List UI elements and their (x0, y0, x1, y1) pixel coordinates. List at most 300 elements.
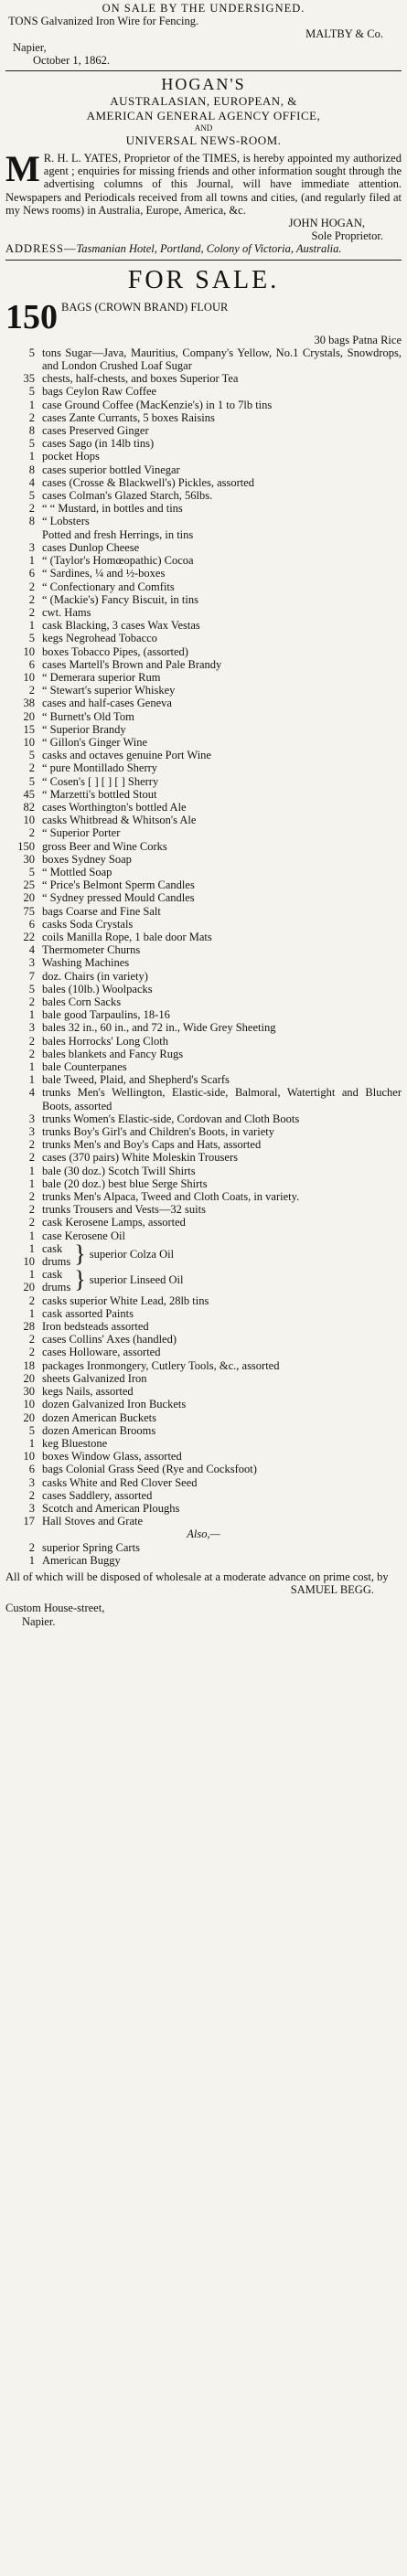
item-qty: 1 (28, 554, 35, 568)
list-item (5, 1294, 402, 1307)
item-desc: bags Colonial Grass Seed (Rye and Cocksfoot) (42, 1463, 257, 1476)
item-desc: “ Cosen's [ ] [ ] [ ] Sherry (42, 774, 159, 788)
item-desc: tons Sugar—Java, Mauritius, Company's Yellow, No.1 Crystals, Snowdrops, and London Crushed Loaf Sugar (42, 346, 402, 373)
list-item (5, 995, 402, 1008)
list-item (5, 1541, 402, 1554)
list-item (5, 1554, 402, 1567)
item-qty: 6 (28, 917, 35, 931)
item-desc: bale good Tarpaulins, 18-16 (42, 1008, 170, 1022)
list-item (5, 1372, 402, 1385)
item-qty: 38 (23, 697, 35, 710)
item-qty: 2 (28, 1333, 35, 1347)
list-item (5, 567, 402, 580)
item-desc: “ pure Montillado Sherry (42, 761, 158, 775)
also-line: Also,— (187, 1528, 220, 1541)
list-item (5, 541, 402, 554)
item-desc: cases (Crosse & Blackwell's) Pickles, assorted (42, 475, 255, 489)
item-qty: 4 (28, 943, 35, 957)
item-qty: 3 (28, 1501, 35, 1515)
item-qty: 1 (28, 1229, 35, 1242)
list-item (5, 1333, 402, 1346)
item-desc: trunks Men's and Boy's Caps and Hats, assorted (42, 1138, 262, 1152)
item-qty: 6 (28, 567, 35, 580)
item-desc: case Kerosene Oil (42, 1229, 125, 1242)
list-item (5, 1411, 402, 1424)
notice-hogan (5, 74, 402, 256)
item-qty: 1 (28, 1306, 35, 1320)
notice-subtitle: AMERICAN GENERAL AGENCY OFFICE, (86, 109, 321, 123)
item-qty: 5 (28, 982, 35, 995)
list-item (5, 891, 402, 904)
item-desc: bale (30 doz.) Scotch Twill Shirts (42, 1164, 196, 1177)
item-desc: trunks Trousers and Vests—32 suits (42, 1203, 206, 1217)
list-item (5, 1385, 402, 1398)
item-qty: 3 (28, 1021, 35, 1035)
item-qty: 2 (28, 1346, 35, 1359)
list-item (5, 424, 402, 437)
item-qty: 2 (28, 1034, 35, 1048)
item-desc: “ “ Mustard, in bottles and tins (42, 502, 183, 516)
list-item (5, 515, 402, 527)
item-desc: BAGS (CROWN BRAND) FLOUR (61, 300, 229, 314)
item-qty: 8 (28, 424, 35, 438)
item-desc: “ (Taylor's Homœopathic) Cocoa (42, 554, 194, 568)
item-qty: 1 (28, 398, 35, 411)
item-desc: bales 32 in., 60 in., and 72 in., Wide Grey Sheeting (42, 1021, 276, 1035)
list-item (5, 1112, 402, 1125)
closing-text: All of which will be disposed of wholesale at a moderate advance on prime cost, by (5, 1570, 389, 1583)
list-item (5, 619, 402, 632)
list-item (5, 1086, 402, 1112)
list-item (5, 826, 402, 839)
list-item (5, 502, 402, 515)
item-qty: 2 (28, 605, 35, 619)
item-qty: 10 (23, 1450, 35, 1464)
list-item (5, 866, 402, 878)
item-qty: 6 (28, 1463, 35, 1476)
notice-place: Napier, (13, 40, 47, 54)
item-desc: “ Sardines, ¼ and ½-boxes (42, 567, 166, 580)
item-desc: trunks Boy's Girl's and Children's Boots, in variety (42, 1125, 274, 1139)
signer-address: Napier. (22, 1614, 56, 1628)
list-item (5, 411, 402, 424)
item-qty: 25 (23, 878, 35, 892)
list-item: 1 10 cask drums } superior Colza Oil (23, 1240, 175, 1269)
item-qty: 2 (28, 1203, 35, 1217)
item-desc: “ Mottled Soap (42, 865, 112, 878)
item-qty: 2 (28, 761, 35, 775)
item-desc: Scotch and American Ploughs (42, 1501, 180, 1515)
notice-subtitle: AUSTRALASIAN, EUROPEAN, & (110, 94, 297, 109)
item-qty: 7 (28, 969, 35, 983)
list-item: 1 20 cask drums } superior Linseed Oil (23, 1266, 184, 1294)
list-item (5, 554, 402, 567)
item-qty: 1 (28, 1164, 35, 1177)
item-desc: “ Stewart's superior Whiskey (42, 684, 176, 697)
item-qty: 2 (28, 410, 35, 424)
list-item (5, 684, 402, 697)
list-item (5, 905, 402, 918)
signer-address: Custom House-street, (5, 1602, 105, 1615)
notice-signer-title: Sole Proprietor. (311, 229, 383, 243)
brace-glyph: } (74, 1240, 86, 1267)
item-qty: 15 (23, 722, 35, 736)
item-desc: cask Kerosene Lamps, assorted (42, 1216, 186, 1229)
list-item (5, 723, 402, 736)
item-desc: gross Beer and Wine Corks (42, 839, 167, 853)
notice-and: AND (194, 123, 213, 133)
item-desc: cwt. Hams (42, 605, 91, 619)
list-item (5, 1190, 402, 1203)
notice-title: ON SALE BY THE UNDERSIGNED. (102, 2, 305, 15)
brace-glyph: } (74, 1266, 86, 1293)
list-item (5, 476, 402, 489)
list-item (5, 1177, 402, 1190)
list-item (5, 1502, 402, 1515)
item-desc: cases superior bottled Vinegar (42, 463, 180, 476)
item-qty: 3 (28, 1475, 35, 1489)
item-qty: 150 (5, 297, 58, 336)
item-qty: 10 (23, 814, 35, 827)
list-item (5, 1203, 402, 1216)
item-qty: 1 (28, 1008, 35, 1022)
list-item (5, 761, 402, 774)
item-qty: 1 (28, 1073, 35, 1087)
notice-for-sale (5, 266, 402, 1628)
list-item (5, 463, 402, 476)
item-qty: 5 (28, 774, 35, 788)
item-desc: “ Sydney pressed Mould Candles (42, 891, 195, 905)
list-item (5, 736, 402, 749)
item-desc: “ Demerara superior Rum (42, 670, 161, 684)
item-qty: 8 (28, 463, 35, 476)
list-item (5, 606, 402, 619)
item-qty: 1 (28, 619, 35, 633)
list-item (5, 853, 402, 866)
notice-signer: SAMUEL BEGG. (290, 1583, 374, 1597)
notice-signer: MALTBY & Co. (305, 27, 383, 41)
item-qty: 28 (23, 1320, 35, 1334)
item-qty: 10 (23, 644, 35, 658)
item-qty: 2 (28, 684, 35, 697)
item-qty: 2 (28, 1151, 35, 1165)
list-item (5, 983, 402, 995)
list-item (5, 1048, 402, 1060)
notice-date: October 1, 1862. (33, 53, 111, 67)
list-item (5, 1489, 402, 1502)
list-item (5, 1060, 402, 1073)
item-qty: 2 (28, 1190, 35, 1204)
notice-title: HOGAN'S (161, 75, 246, 94)
list-item (5, 931, 402, 943)
divider (5, 260, 402, 261)
item-desc: casks Whitbread & Whitson's Ale (42, 814, 197, 827)
item-qty: 2 (28, 826, 35, 840)
item-qty: 4 (28, 1086, 35, 1100)
item-qty: 20 (23, 891, 35, 905)
item-qty: 3 (28, 540, 35, 554)
item-qty: 5 (28, 385, 35, 399)
list-item (5, 1073, 402, 1086)
list-item (5, 943, 402, 956)
item-desc: boxes Tobacco Pipes, (assorted) (42, 644, 188, 658)
item-desc: kegs Nails, assorted (42, 1385, 134, 1399)
item-desc: bale Counterpanes (42, 1060, 127, 1074)
item-qty: 30 (23, 1385, 35, 1399)
item-desc: cases Martell's Brown and Pale Brandy (42, 657, 222, 671)
list-item (5, 918, 402, 931)
item-desc: dozen American Brooms (42, 1423, 156, 1437)
list-item (5, 334, 402, 346)
item-desc: “ Marzetti's bottled Stout (42, 787, 157, 801)
list-item (5, 1216, 402, 1229)
list-item (5, 297, 402, 336)
item-desc: kegs Negrohead Tobacco (42, 632, 157, 645)
item-qty: 75 (23, 904, 35, 918)
item-qty: 22 (23, 930, 35, 943)
notice-line: TONS Galvanized Iron Wire for Fencing. (8, 15, 199, 28)
item-qty: 2 (28, 580, 35, 593)
item-qty: 8 (28, 515, 35, 528)
item-desc: casks superior White Lead, 28lb tins (42, 1293, 209, 1307)
item-desc: cases Preserved Ginger (42, 424, 149, 438)
item-desc: bales Horrocks' Long Cloth (42, 1034, 168, 1048)
item-desc: Iron bedsteads assorted (42, 1320, 149, 1334)
item-desc: cases Holloware, assorted (42, 1346, 161, 1359)
item-qty: 17 (23, 1515, 35, 1528)
list-item (5, 1320, 402, 1333)
item-desc: cases Saddlery, assorted (42, 1488, 153, 1502)
item-desc: Potted and fresh Herrings, in tins (42, 527, 194, 541)
item-desc: cases Sago (in 14lb tins) (42, 437, 155, 451)
list-item (5, 956, 402, 969)
list-item (5, 1398, 402, 1410)
item-list (5, 1294, 402, 1528)
list-item (5, 671, 402, 684)
list-item (5, 1346, 402, 1358)
item-desc: bale Tweed, Plaid, and Shepherd's Scarfs (42, 1073, 230, 1087)
list-item (5, 658, 402, 671)
list-item (5, 1437, 402, 1450)
item-desc: packages Ironmongery, Cutlery Tools, &c., assorted (42, 1358, 280, 1372)
item-desc: bale (20 doz.) best blue Serge Shirts (42, 1176, 208, 1190)
notice-signer: JOHN HOGAN, (288, 217, 365, 230)
item-desc: “ (Mackie's) Fancy Biscuit, in tins (42, 592, 198, 606)
item-qty: 5 (28, 489, 35, 503)
item-list (5, 1541, 402, 1567)
item-desc: Hall Stoves and Grate (42, 1515, 144, 1528)
item-qty: 150 (17, 839, 35, 853)
item-desc: Thermometer Churns (42, 943, 141, 957)
item-desc: doz. Chairs (in variety) (42, 969, 148, 983)
list-item (5, 346, 402, 372)
item-desc: “ Superior Porter (42, 826, 121, 840)
list-item (5, 1515, 402, 1528)
item-qty: 1 (28, 1436, 35, 1450)
list-item (5, 775, 402, 788)
item-qty: 35 (23, 372, 35, 386)
list-item (5, 528, 402, 541)
list-item (5, 1138, 402, 1151)
list-item (5, 1307, 402, 1320)
notice-body: M R. H. L. YATES, Proprietor of the TIMES, is hereby appointed my authorized agent ; enquiries for missing friends and other information sought through the advertising columns of this Journal, will have immediate attention. Newspapers and Periodicals received from all towns and cities, (and regularly filed at my News rooms) in Australia, Europe, America, &c. (5, 148, 402, 217)
list-item (5, 1450, 402, 1463)
item-qty (5, 528, 42, 541)
item-qty: 2 (28, 1540, 35, 1554)
item-desc: “ Price's Belmont Sperm Candles (42, 878, 195, 892)
item-desc: “ Lobsters (42, 515, 90, 528)
item-qty: 10 (23, 670, 35, 684)
item-qty: 20 (23, 709, 35, 723)
list-item (5, 645, 402, 658)
item-desc: boxes Sydney Soap (42, 852, 132, 866)
item-qty: 10 (23, 735, 35, 749)
item-desc: casks Soda Crystals (42, 917, 134, 931)
item-qty: 3 (28, 1112, 35, 1125)
item-desc: bales (10lb.) Woolpacks (42, 982, 153, 995)
item-desc: American Buggy (42, 1553, 121, 1567)
divider (5, 70, 402, 71)
item-qty: 18 (23, 1358, 35, 1372)
list-item (5, 697, 402, 709)
list-item (5, 1008, 402, 1021)
item-qty: 45 (23, 787, 35, 801)
item-qty: 2 (28, 1216, 35, 1229)
list-item (5, 1359, 402, 1372)
list-item (5, 593, 402, 606)
item-qty: 82 (23, 800, 35, 814)
item-qty: 2 (28, 502, 35, 516)
item-desc: “ Confectionary and Comfits (42, 580, 175, 593)
item-list (5, 334, 402, 1242)
item-qty: 5 (28, 865, 35, 878)
item-qty: 4 (28, 475, 35, 489)
item-desc: keg Bluestone (42, 1436, 108, 1450)
list-item (5, 372, 402, 385)
list-item (5, 749, 402, 761)
item-desc: chests, half-chests, and boxes Superior Tea (42, 372, 239, 386)
item-desc: bags Ceylon Raw Coffee (42, 385, 157, 399)
item-desc: “ Burnett's Old Tom (42, 709, 134, 723)
item-desc: dozen Galvanized Iron Buckets (42, 1398, 187, 1411)
notice-subtitle: UNIVERSAL NEWS-ROOM. (125, 133, 282, 148)
item-qty: 2 (28, 995, 35, 1008)
item-desc: boxes Window Glass, assorted (42, 1450, 182, 1464)
item-desc: bales Corn Sacks (42, 995, 122, 1008)
item-desc: sheets Galvanized Iron (42, 1371, 147, 1385)
item-desc: bales blankets and Fancy Rugs (42, 1047, 184, 1060)
item-qty: 2 (28, 592, 35, 606)
item-qty: 5 (28, 1423, 35, 1437)
item-desc: cases Worthington's bottled Ale (42, 800, 187, 814)
item-desc: cases Colman's Glazed Starch, 56lbs. (42, 489, 213, 503)
item-desc: Washing Machines (42, 956, 130, 970)
item-qty: 20 (23, 1371, 35, 1385)
list-item (5, 1229, 402, 1242)
list-item (5, 1151, 402, 1164)
item-qty: 3 (28, 956, 35, 970)
list-item (5, 437, 402, 450)
item-qty: 6 (28, 657, 35, 671)
list-item (5, 1165, 402, 1177)
item-desc: cases Dunlop Cheese (42, 540, 140, 554)
item-desc: casks White and Red Clover Seed (42, 1475, 198, 1489)
item-desc: cases and half-cases Geneva (42, 697, 172, 710)
item-desc: cask Blacking, 3 cases Wax Vestas (42, 619, 200, 633)
list-item (5, 1476, 402, 1489)
item-desc: pocket Hops (42, 450, 100, 463)
item-qty: 2 (28, 1488, 35, 1502)
item-desc: bags Coarse and Fine Salt (42, 904, 161, 918)
item-qty: 2 (28, 1138, 35, 1152)
item-desc: casks and octaves genuine Port Wine (42, 749, 211, 762)
notice-maltby (5, 2, 402, 67)
item-desc: 30 bags Patna Rice (314, 333, 402, 346)
item-desc: trunks Men's Wellington, Elastic-side, Balmoral, Watertight and Blucher Boots, assorted (42, 1086, 402, 1112)
item-desc: “ Superior Brandy (42, 722, 126, 736)
notice-title: FOR SALE. (127, 265, 280, 294)
list-item (5, 710, 402, 723)
item-qty: 1 (28, 1060, 35, 1074)
item-desc: cask assorted Paints (42, 1306, 134, 1320)
list-item (5, 1035, 402, 1048)
item-qty: 5 (28, 632, 35, 645)
item-qty: 3 (28, 1125, 35, 1139)
item-desc: dozen American Buckets (42, 1410, 156, 1424)
item-desc: “ Gillon's Ginger Wine (42, 735, 148, 749)
list-item (5, 580, 402, 593)
item-qty (5, 334, 42, 346)
list-item (5, 788, 402, 801)
item-desc: cases (370 pairs) White Moleskin Trousers (42, 1151, 238, 1165)
list-item (5, 1463, 402, 1475)
item-qty: 2 (28, 1293, 35, 1307)
item-desc: coils Manilla Rope, 1 bale door Mats (42, 930, 212, 943)
list-item (5, 878, 402, 891)
list-item (5, 632, 402, 644)
item-qty: 1 (28, 450, 35, 463)
list-item (5, 840, 402, 853)
list-item (5, 814, 402, 826)
item-qty: 10 (23, 1398, 35, 1411)
item-desc: trunks Women's Elastic-side, Cordovan and Cloth Boots (42, 1112, 300, 1125)
list-item (5, 399, 402, 411)
list-item (5, 970, 402, 983)
item-qty: 1 (28, 1553, 35, 1567)
list-item (5, 1424, 402, 1437)
list-item (5, 1125, 402, 1138)
item-qty: 1 (28, 1176, 35, 1190)
item-qty: 2 (28, 1047, 35, 1060)
item-desc: cases Zante Currants, 5 boxes Raisins (42, 410, 215, 424)
list-item (5, 489, 402, 502)
item-qty: 5 (28, 437, 35, 451)
item-desc: trunks Men's Alpaca, Tweed and Cloth Coats, in variety. (42, 1190, 300, 1204)
list-item (5, 450, 402, 463)
item-desc: case Ground Coffee (MacKenzie's) in 1 to 7lb tins (42, 398, 273, 411)
drop-cap: M (5, 148, 40, 190)
list-item (5, 385, 402, 398)
item-desc: superior Spring Carts (42, 1540, 140, 1554)
item-qty: 30 (23, 852, 35, 866)
item-qty: 20 (23, 1410, 35, 1424)
list-item (5, 801, 402, 814)
item-qty: 5 (28, 346, 35, 359)
item-desc: cases Collins' Axes (handled) (42, 1333, 177, 1347)
list-item (5, 1021, 402, 1034)
item-qty: 5 (28, 749, 35, 762)
notice-address: ADDRESS—Tasmanian Hotel, Portland, Colony of Victoria, Australia. (5, 242, 342, 256)
